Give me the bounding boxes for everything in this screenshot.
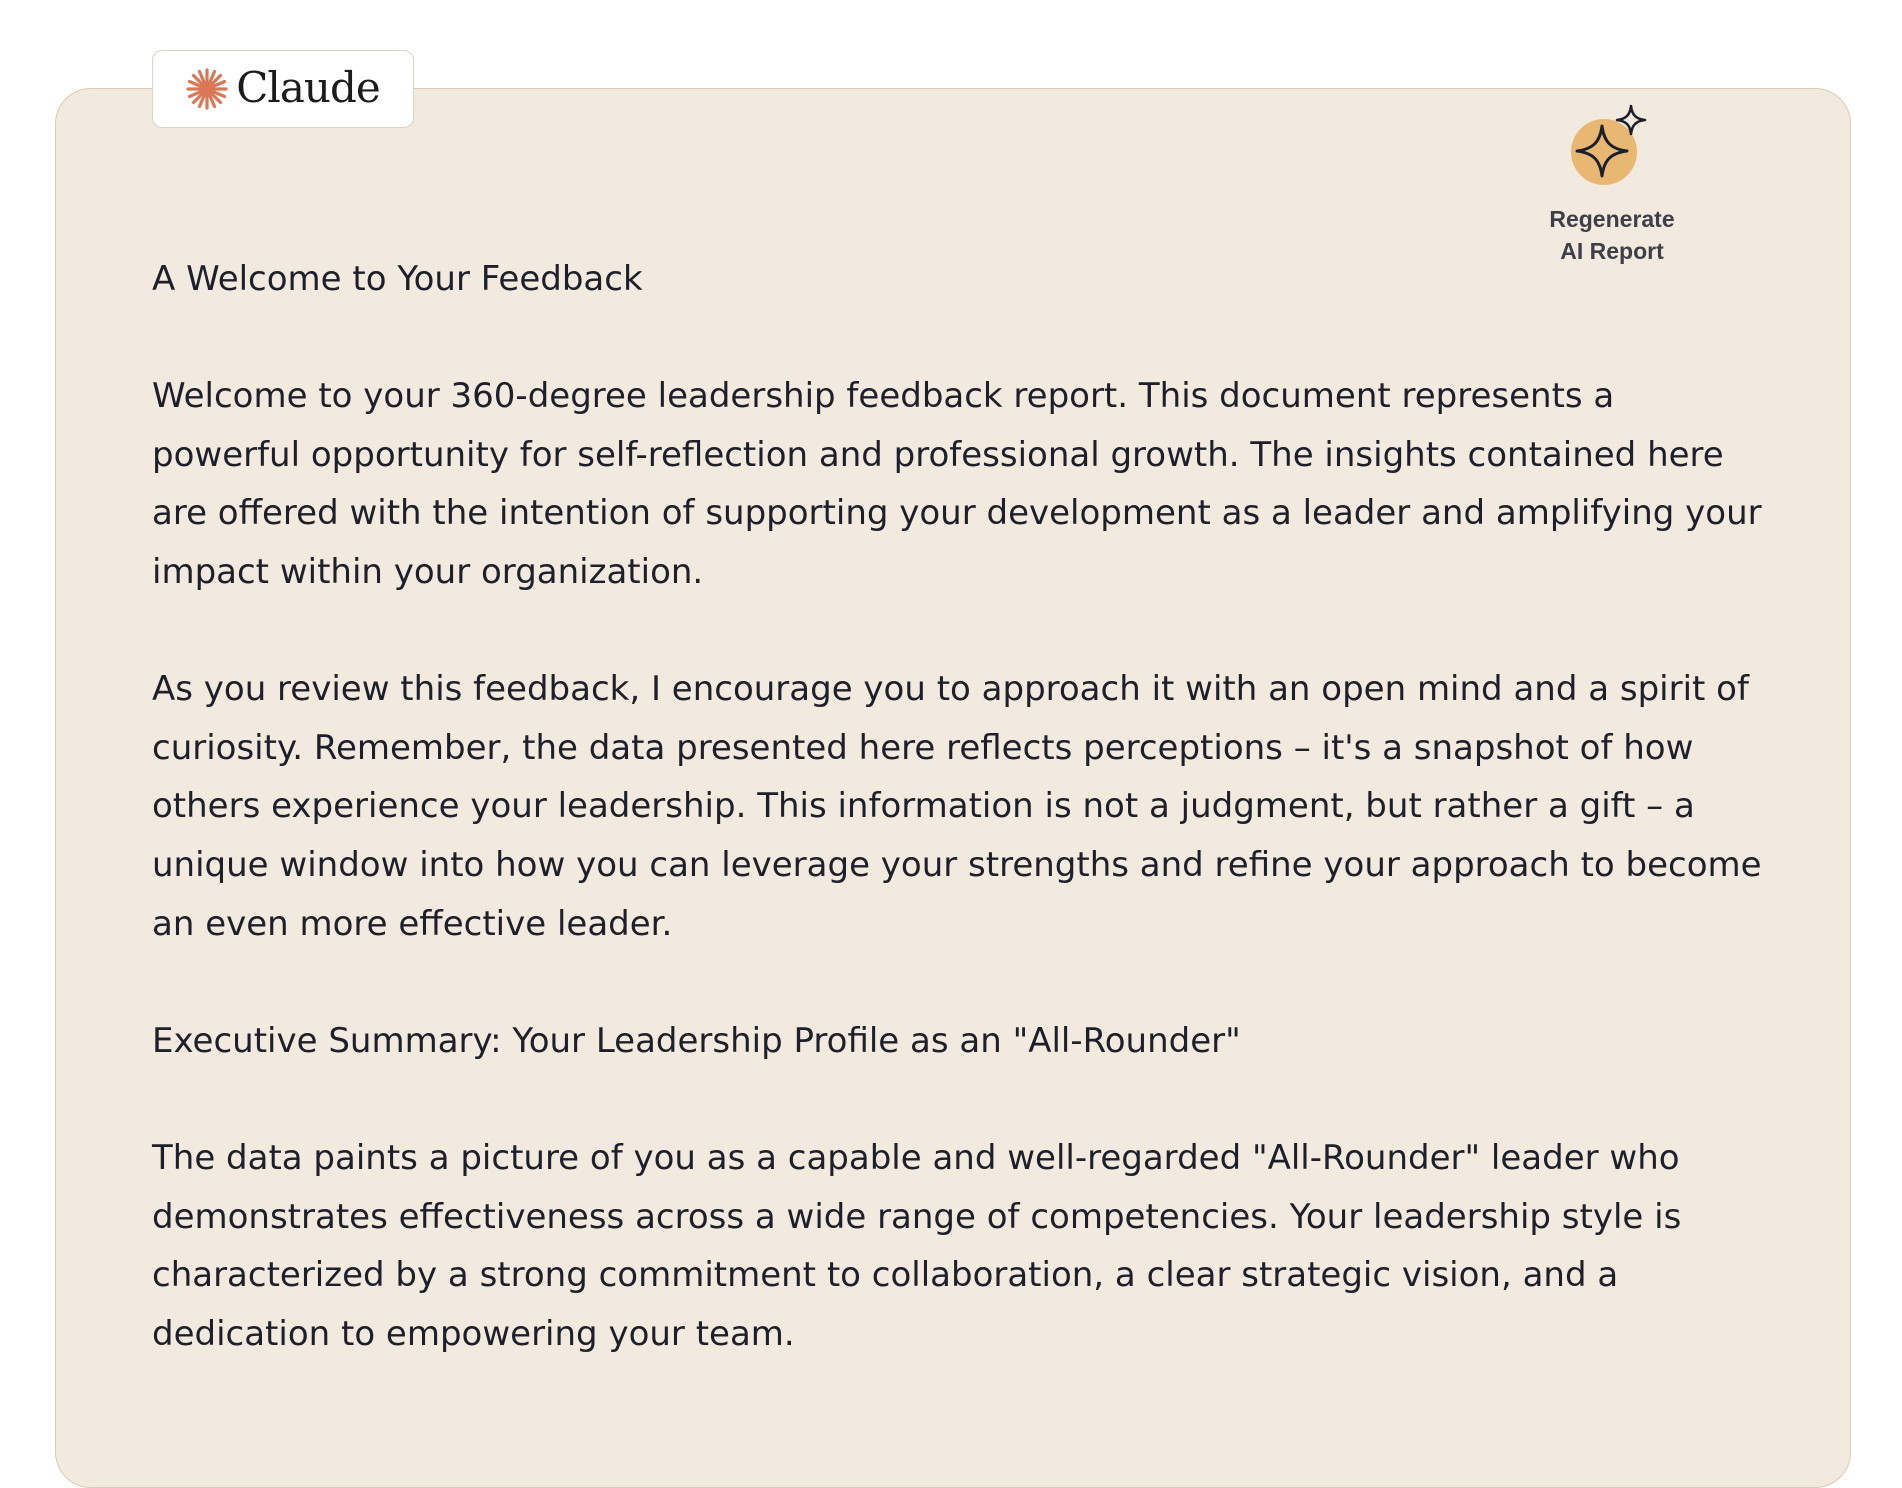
claude-starburst-icon xyxy=(186,68,228,110)
welcome-paragraph-1: Welcome to your 360-degree leadership feedback report. This document represents a powerful opportunity for self-reflection and professional growth. The insights contained here are offered with the intention of supporting your development as a leader and amplifying your impact within your organization. xyxy=(152,376,1762,592)
welcome-heading: A Welcome to Your Feedback xyxy=(152,259,643,299)
executive-summary-heading: Executive Summary: Your Leadership Profile as an "All-Rounder" xyxy=(152,1020,1241,1061)
regenerate-ai-report-button[interactable] xyxy=(1512,102,1712,267)
brand-badge xyxy=(152,50,414,128)
regenerate-label: Regenerate AI Report xyxy=(1549,206,1675,264)
welcome-paragraph-2: As you review this feedback, I encourage you to approach it with an open mind and a spirit of curiosity. Remember, the data presented here reflects perceptions – it's a snapshot of how others experience your leadership. This information is not a judgment, but rather a gift – a unique window into how you can leverage your strengths and refine your approach to become an even more effective leader. xyxy=(152,669,1762,944)
report-content xyxy=(152,250,1762,1422)
brand-name: Claude xyxy=(236,63,380,112)
sparkle-icon xyxy=(1567,102,1657,199)
executive-summary-paragraph: The data paints a picture of you as a capable and well-regarded "All-Rounder" leader who demonstrates effectiveness across a wide range of competencies. Your leadership style is characterized by a strong commitment to collaboration, a clear strategic vision, and a dedication to empowering your team. xyxy=(152,1137,1682,1354)
